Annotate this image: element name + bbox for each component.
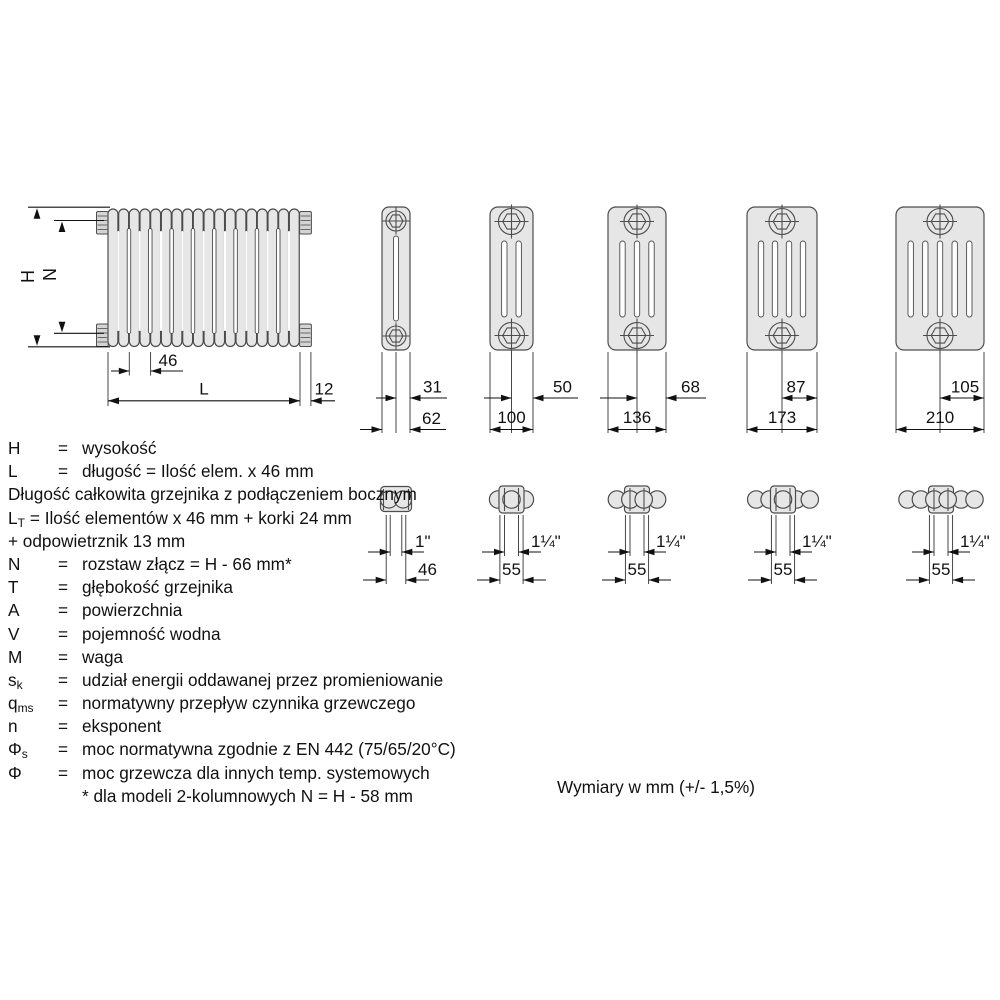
dim-connection-spacing-N — [40, 221, 104, 334]
profile-6col-full-dim: 210 — [925, 408, 955, 427]
profile-6col-half-dim: 105 — [950, 377, 980, 397]
legend-row-footnote — [8, 785, 568, 808]
topview-2col-pitch-dim: 46 — [418, 560, 437, 579]
topview-5col-pitch-dim: 55 — [773, 560, 793, 579]
legend-row-phi: Φ = moc grzewcza dla innych temp. systemowych — [8, 762, 568, 785]
profile-5col-full-dim: 173 — [767, 408, 797, 427]
legend-row-N: N = rozstaw złącz = H - 66 mm* — [8, 553, 568, 576]
profile-4col — [600, 205, 706, 434]
dim-length-L — [108, 352, 335, 406]
legend-row-LT — [8, 507, 568, 530]
topview-5col — [748, 486, 832, 584]
spacing-label: N — [40, 268, 60, 281]
legend-symbol: L — [8, 461, 18, 482]
legend-row-M: M = waga — [8, 646, 568, 669]
legend-symbol: H — [8, 438, 21, 458]
legend-symbol: A — [8, 600, 20, 621]
pitch-dim-label: 46 — [158, 351, 178, 370]
legend-text: moc normatywna zgodnie z EN 442 (75/65/20°C) — [82, 739, 456, 760]
length-label: L — [199, 379, 209, 399]
end-dim-label: 12 — [314, 379, 334, 399]
legend-row-A: A = powierzchnia — [8, 599, 568, 622]
legend-text: * dla modeli 2-kolumnowych N = H - 58 mm — [82, 785, 413, 806]
profile-5col — [747, 205, 817, 434]
profile-3col — [484, 205, 578, 434]
legend-text: Długość całkowita grzejnika z podłączeniem bocznym — [8, 484, 417, 505]
topview-4col-thread-dim: 1¼" — [656, 532, 686, 551]
legend-text: waga — [82, 646, 124, 667]
radiator-tubes — [108, 209, 299, 347]
legend-symbol: N — [8, 553, 21, 574]
topview-3col-pitch-dim: 55 — [502, 560, 521, 579]
legend-text: = Ilość elementów x 46 mm + korki 24 mm — [29, 507, 352, 528]
legend-symbol: $\Phi_s$ — [8, 739, 28, 762]
legend-text: wysokość — [82, 438, 157, 458]
profile-5col-half-dim: 87 — [786, 377, 806, 397]
topview-4col-pitch-dim: 55 — [627, 560, 647, 579]
legend-row-n: n = eksponent — [8, 715, 568, 738]
legend-text: powierzchnia — [82, 600, 183, 621]
legend-text: moc grzewcza dla innych temp. systemowych — [82, 762, 430, 783]
profile-3col-half-dim: 50 — [553, 377, 572, 397]
profile-6col — [896, 205, 984, 434]
height-label: H — [18, 270, 38, 283]
legend-text: normatywny przepływ czynnika grzewczego — [82, 693, 416, 714]
legend-row-qms: $q_{ms}$ = normatywny przepływ czynnika grzewczego — [8, 692, 568, 715]
dim-element-pitch — [111, 351, 183, 376]
legend-symbol: V — [8, 623, 20, 644]
profile-4col-full-dim: 136 — [622, 408, 652, 427]
legend-text: eksponent — [82, 716, 162, 737]
legend-row-total-length — [8, 483, 568, 506]
legend-row-V: V = pojemność wodna — [8, 623, 568, 646]
legend-text: głębokość grzejnika — [82, 577, 233, 598]
topview-4col — [602, 486, 686, 584]
legend-text: udział energii oddawanej przez promieniowanie — [82, 669, 444, 690]
connection-boss — [97, 212, 109, 235]
legend-row-sk: $s_k$ = udział energii oddawanej przez promieniowanie — [8, 669, 568, 692]
legend-symbol: T — [8, 577, 19, 598]
legend — [8, 437, 568, 808]
legend-row-phi-s: $\Phi_s$ = moc normatywna zgodnie z EN 442 (75/65/20°C) — [8, 738, 568, 761]
profile-2col-full-dim: 62 — [422, 409, 441, 428]
legend-symbol: n — [8, 716, 18, 737]
legend-symbol: M — [8, 646, 23, 667]
legend-row-T: T = głębokość grzejnika — [8, 576, 568, 599]
topview-2col-thread-dim: 1" — [415, 532, 431, 551]
topview-3col-thread-dim: 1¼" — [531, 532, 561, 551]
topview-6col — [899, 486, 990, 584]
legend-text: rozstaw złącz = H - 66 mm* — [82, 553, 292, 574]
legend-symbol: $s_k$ — [8, 669, 23, 692]
profile-4col-half-dim: 68 — [681, 377, 700, 397]
legend-text: długość = Ilość elem. x 46 mm — [82, 461, 314, 482]
legend-text: pojemność wodna — [82, 623, 221, 644]
connection-boss — [300, 324, 312, 347]
legend-row-air-vent — [8, 530, 568, 553]
profile-3col-full-dim: 100 — [497, 408, 526, 427]
topview-5col-thread-dim: 1¼" — [802, 532, 832, 551]
legend-row-L: L = długość = Ilość elem. x 46 mm — [8, 460, 568, 483]
front-view — [18, 207, 335, 406]
connection-boss — [300, 212, 312, 235]
profile-2col-half-dim: 31 — [423, 377, 442, 397]
legend-symbol: $L_T$ — [8, 507, 25, 530]
connection-boss — [97, 324, 109, 347]
profile-2col — [360, 207, 447, 433]
legend-symbol: Φ — [8, 762, 22, 783]
topview-6col-thread-dim: 1¼" — [960, 532, 990, 551]
topview-6col-pitch-dim: 55 — [931, 560, 951, 579]
dimensions-note: Wymiary w mm (+/- 1,5%) — [557, 777, 755, 797]
legend-row-H: H = wysokość — [8, 437, 568, 460]
legend-text: + odpowietrznik 13 mm — [8, 530, 186, 551]
legend-symbol: $q_{ms}$ — [8, 693, 34, 716]
